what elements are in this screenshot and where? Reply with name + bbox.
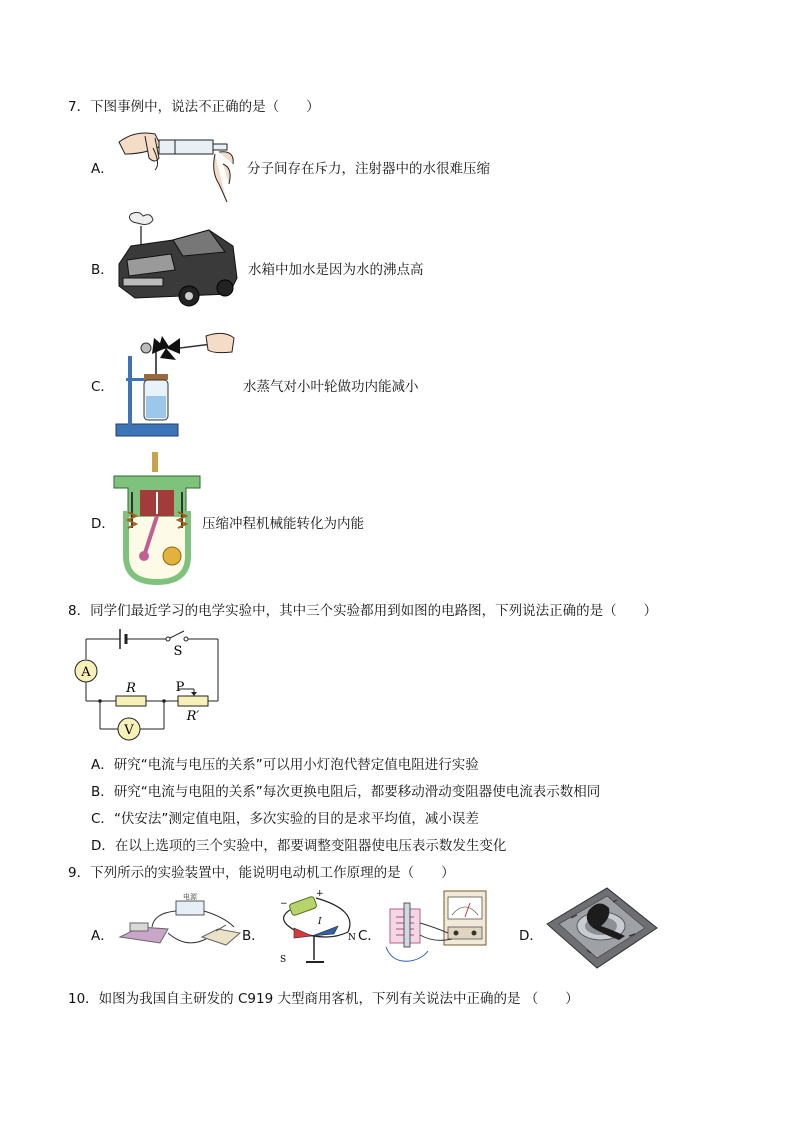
q7-option-b-figure-car	[113, 216, 241, 308]
q9b-minus-label: −	[280, 899, 288, 909]
q8-option-d-label: D．	[91, 838, 115, 854]
q7-option-d-label[interactable]: D．	[91, 516, 115, 532]
q9-option-d-label[interactable]: D．	[519, 928, 543, 944]
q7-option-a-text: 分子间存在斥力，注射器中的水很难压缩	[247, 161, 490, 177]
q9-option-c-figure	[382, 887, 490, 969]
q8-option-d[interactable]	[91, 834, 506, 854]
q7-option-b-label[interactable]: B．	[91, 262, 114, 278]
q9-option-b-figure	[268, 888, 364, 968]
q7-option-d-text: 压缩冲程机械能转化为内能	[202, 516, 364, 532]
q7-option-c-label[interactable]: C．	[91, 379, 114, 395]
q7-option-c-text: 水蒸气对小叶轮做功内能减小	[243, 379, 419, 395]
question-10-stem: 10．如图为我国自主研发的 C919 大型商用客机，下列有关说法中正确的是 （ ）	[68, 991, 579, 1007]
q9-option-c-label[interactable]: C．	[358, 928, 381, 944]
circuit-switch-label: S	[173, 644, 183, 659]
q9b-north-label: N	[348, 933, 356, 943]
circuit-ammeter-label: A	[81, 665, 91, 680]
q7-option-a-label[interactable]: A．	[91, 161, 114, 177]
circuit-rheostat-label: R′	[186, 709, 200, 724]
q7-option-b-text: 水箱中加水是因为水的沸点高	[248, 262, 424, 278]
q9b-south-label: S	[280, 955, 287, 965]
circuit-resistor-label: R	[126, 681, 136, 696]
q9-option-b-label[interactable]: B．	[242, 928, 265, 944]
q9-option-a-label[interactable]: A．	[91, 928, 114, 944]
q8-option-b-text: 研究“电流与电阻的关系”每次更换电阻后，都要移动滑动变阻器使电流表示数相同	[113, 784, 601, 800]
q8-circuit-diagram	[70, 625, 230, 745]
question-9-stem: 9．下列所示的实验装置中，能说明电动机工作原理的是（ ）	[68, 865, 455, 881]
q9b-plus-label: +	[316, 889, 324, 899]
q8-option-b[interactable]	[91, 780, 600, 800]
q8-option-b-label: B．	[91, 784, 114, 800]
q9-option-d-figure-compass	[543, 884, 661, 972]
q8-option-a[interactable]	[91, 753, 479, 773]
q7-option-a-figure-syringe	[115, 124, 241, 204]
question-7-stem: 7．下图事例中，说法不正确的是（ ）	[68, 99, 320, 115]
q7-option-d-figure-engine	[112, 452, 202, 586]
q8-option-d-text: 在以上选项的三个实验中，都要调整变阻器使电压表示数发生变化	[114, 838, 507, 854]
q9b-current-label: I	[318, 917, 322, 927]
q8-option-c-text: “伏安法”测定值电阻，多次实验的目的是求平均值，减小误差	[113, 811, 479, 827]
q8-option-a-label: A．	[91, 757, 114, 773]
q7-option-c-figure-steam-wheel	[114, 326, 238, 442]
circuit-slider-label: P	[175, 680, 185, 695]
q8-option-c[interactable]	[91, 807, 479, 827]
q8-option-c-label: C．	[91, 811, 114, 827]
q9a-power-label: 电源	[183, 893, 197, 901]
q9-option-a-figure	[114, 893, 244, 951]
q8-option-a-text: 研究“电流与电压的关系”可以用小灯泡代替定值电阻进行实验	[113, 757, 479, 773]
circuit-voltmeter-label: V	[124, 723, 134, 738]
question-8-stem: 8．同学们最近学习的电学实验中，其中三个实验都用到如图的电路图，下列说法正确的是（ ）	[68, 603, 658, 619]
